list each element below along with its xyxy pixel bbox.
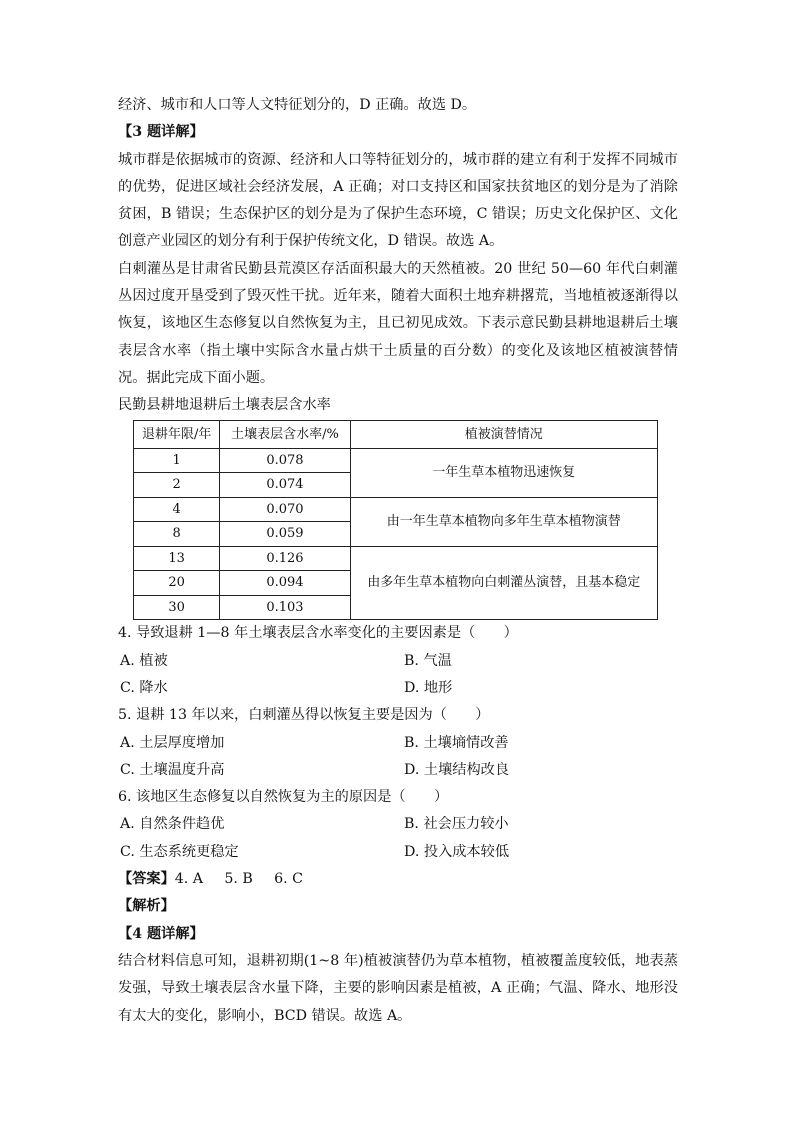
table-caption: 民勤县耕地退耕后土壤表层含水率 [118,397,331,414]
option-c: C. 土壤温度升高 [120,761,225,778]
table-row [134,448,658,473]
option-d: D. 地形 [404,679,453,696]
question-4-options-row-2 [118,675,678,702]
material-paragraph: 白刺灌丛是甘肃省民勤县荒漠区存活面积最大的天然植被。20 世纪 50—60 年代白刺灌丛因过度开垦受到了毁灭性干扰。近年来，随着大面积土地弃耕撂荒，当地植被逐渐得以恢复，该地区生态修复以自然恢复为主，且已初见成效。下表示意民勤县耕地退耕后土壤表层含水率（指土壤中实际含水量占烘干土质量的百分数）的变化及该地区植被演替情况。据此完成下面小题。 [118,260,678,386]
q3-explanation: 城市群是依据城市的资源、经济和人口等特征划分的，城市群的建立有利于发挥不同城市的优势，促进区域社会经济发展，A 正确；对口支持区和国家扶贫地区的划分是为了消除贫困，B 错误；生态保护区的划分是为了保护生态环境，C 错误；历史文化保护区、文化创意产业园区的划分有利于保护传统文化，D 错误。故选 A。 [118,151,678,250]
cell-rate: 0.103 [220,595,350,620]
cell-rate: 0.070 [220,497,350,522]
cell-succession: 一年生草本植物迅速恢复 [350,448,657,497]
option-b: B. 土壤墒情改善 [404,734,509,751]
cell-year: 20 [134,571,220,596]
option-c: C. 降水 [120,679,168,696]
question-6-options-row-2 [118,839,678,866]
question-5-options-row-1 [118,730,678,757]
header-years: 退耕年限/年 [134,420,220,448]
option-a: A. 植被 [120,652,168,669]
answer-5: 5. B [224,871,253,888]
cell-succession: 由多年生草本植物向白刺灌丛演替，且基本稳定 [350,546,657,620]
cell-year: 8 [134,522,220,547]
answer-label: 【答案】 [118,871,175,888]
question-5-stem: 5. 退耕 13 年以来，白刺灌丛得以恢复主要是因为（ ） [118,707,490,724]
cell-succession: 由一年生草本植物向多年生草本植物演替 [350,497,657,546]
answer-6: 6. C [274,871,304,888]
option-a: A. 自然条件趋优 [120,816,225,833]
question-4-stem: 4. 导致退耕 1—8 年土壤表层含水率变化的主要因素是（ ） [118,625,518,642]
question-6-options-row-1 [118,811,678,838]
cell-year: 2 [134,473,220,498]
option-b: B. 社会压力较小 [404,816,509,833]
answer-4: 4. A [174,871,204,888]
q4-heading: 【4 题详解】 [118,925,204,942]
analysis-heading: 【解析】 [118,898,175,915]
option-d: D. 投入成本较低 [404,843,510,860]
cell-year: 1 [134,448,220,473]
cell-year: 30 [134,595,220,620]
question-5-options-row-2 [118,757,678,784]
cell-year: 13 [134,546,220,571]
q3-heading: 【3 题详解】 [118,124,204,141]
moisture-table [133,420,658,621]
question-4-options-row-1 [118,648,678,675]
cell-rate: 0.078 [220,448,350,473]
table-row [134,497,658,522]
cell-rate: 0.059 [220,522,350,547]
header-succession: 植被演替情况 [350,420,657,448]
cell-year: 4 [134,497,220,522]
cell-rate: 0.126 [220,546,350,571]
q4-explanation: 结合材料信息可知，退耕初期(1~8 年)植被演替仍为草本植物，植被覆盖度较低，地表蒸发强，导致土壤表层含水量下降，主要的影响因素是植被，A 正确；气温、降水、地形没有太大的变化，影响小，BCD 错误。故选 A。 [118,952,678,1024]
option-d: D. 土壤结构改良 [404,761,510,778]
cell-rate: 0.074 [220,473,350,498]
answer-line [118,866,678,893]
question-6-stem: 6. 该地区生态修复以自然恢复为主的原因是（ ） [118,789,449,806]
table-row [134,546,658,571]
intro-line: 经济、城市和人口等人文特征划分的，D 正确。故选 D。 [118,97,477,113]
header-moisture: 土壤表层含水率/% [220,420,350,448]
table-header-row [134,420,658,448]
cell-rate: 0.094 [220,571,350,596]
option-b: B. 气温 [404,652,452,669]
document-page [118,92,678,1030]
option-c: C. 生态系统更稳定 [120,843,239,860]
option-a: A. 土层厚度增加 [120,734,225,751]
